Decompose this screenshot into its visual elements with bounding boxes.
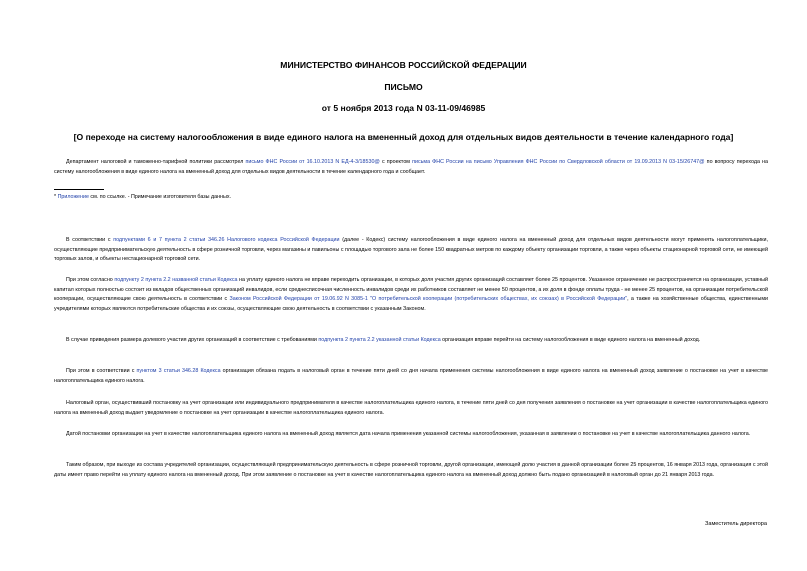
paragraph-text: по вопросу перехода на систему налогообложения в виде единого налога на вмененный доход для отдельных видов деятельности в течение календарного года и сообщает. [54, 159, 768, 175]
paragraph-6 [54, 399, 768, 418]
paragraph-5 [54, 367, 768, 386]
paragraph-text: Датой постановки организации на учет в качестве налогоплательщика единого налога на вмененный доход является дата начала применения указанной системы налогообложения, указанная в заявлении о постановке на учет в качестве налогоплательщика данного налога. [66, 431, 751, 437]
paragraph-8 [54, 461, 768, 480]
paragraph-text: организация вправе перейти на систему налогообложения в виде единого налога на вмененный доход. [440, 337, 701, 343]
footnote-separator [54, 189, 104, 190]
link-tax-code-346-28[interactable]: пунктом 3 статьи 346.28 Кодекса [136, 368, 221, 374]
paragraph-text: на уплату единого налога не вправе переходить организации, в которых доля участия других организаций составляет более 25 процентов. Указанное ограничение не распространяется на организации, уставный капитал которых полностью состоит из вкладов общественных организаций инвалидов, если среднесписочная численность инвалидов среди их работников составляет не менее 50 процентов, а их доля в фонде оплаты труда - не менее 25 процентов, на организации потребительской кооперации, осуществляющие свою деятельность в соответствии с [54, 277, 768, 302]
paragraph-text: , а также на хозяйственные общества, единственными учредителями которых являются потребительские общества и их союзы, осуществляющие свою деятельность в соответствии с указанным Законом. [54, 296, 768, 312]
link-fns-letter[interactable]: письмо ФНС России от 16.10.2013 N ЕД-4-3/18530@ [245, 159, 380, 165]
footnote-text: см. по ссылке. - Примечание изготовителя базы данных. [88, 194, 231, 200]
doc-date-number: от 5 ноября 2013 года N 03-11-09/46985 [321, 103, 486, 113]
paragraph-text: (далее - Кодекс) систему налогообложения в виде единого налога на вмененный доход для отдельных видов деятельности могут применять налогоплательщики, осуществляющие предпринимательскую деятельность в сфере розничной торговли, через магазины и павильоны с площадью торгового зала не более 150 квадратных метров по каждому объекту организации торговли, а также через объекты стационарной торговой сети, не имеющей торговых залов, и объекты нестационарной торговой сети. [54, 237, 768, 262]
link-subparagraph-2-2[interactable]: подпункту 2 пункта 2.2 названной статьи Кодекса [114, 277, 238, 283]
link-appendix[interactable]: Приложение [57, 194, 89, 200]
link-tax-code-346-26[interactable]: подпунктами 6 и 7 пункта 2 статьи 346.26 Налогового кодекса Российской Федерации [113, 237, 340, 243]
link-subparagraph-2-2-req[interactable]: подпункта 2 пункта 2.2 указанной статьи Кодекса [318, 337, 441, 343]
paragraph-text: организация обязана подать в налоговый орган в течение пяти дней со дня начала применения системы налогообложения в виде единого налога на вмененный доход заявление о постановке на учет в качестве налогоплательщика единого налога. [54, 368, 768, 384]
paragraph-4 [54, 336, 768, 346]
paragraph-3 [54, 276, 768, 314]
paragraph-text: В соответствии с [66, 237, 114, 243]
doc-subject: [О переходе на систему налогообложения в виде единого налога на вмененный доход для отдельных видов деятельности в течение календарного года] [73, 132, 734, 142]
paragraph-text: В случае приведения размера долевого участия других организаций в соответствие с требованиями [66, 337, 319, 343]
link-fns-draft-letter[interactable]: письма ФНС России на письмо Управления ФНС России по Свердловской области от 19.09.2013 N 03-15/26747@ [412, 159, 705, 165]
link-law-3085-1[interactable]: Законом Российской Федерации от 19.06.92 N 3085-1 "О потребительской кооперации (потребительских обществах, их союзах) в Российской Федерации" [229, 296, 628, 302]
ministry-title: МИНИСТЕРСТВО ФИНАНСОВ РОССИЙСКОЙ ФЕДЕРАЦИИ [280, 60, 527, 70]
paragraph-7 [54, 430, 768, 440]
paragraph-text: Налоговый орган, осуществивший постановку на учет организации или индивидуального предпринимателя в качестве налогоплательщика единого налога, в течение пяти дней со дня получения заявления о постановке на учет организации в качестве налогоплательщика единого налога на вмененный доход выдает уведомление о постановке на учет организации в качестве налогоплательщика единого налога. [54, 400, 768, 416]
footnote-mark: * [54, 194, 58, 200]
paragraph-1 [54, 158, 768, 177]
doc-type: ПИСЬМО [384, 82, 423, 92]
paragraph-text: Таким образом, при выходе из состава учредителей организации, осуществляющей предпринимательскую деятельность в сфере розничной торговли, другой организации, имеющей долю участия в данной организации более 25 процентов, 16 января 2013 года, организация с этой даты имеет право перейти на уплату единого налога на вмененный доход. При этом заявление о постановке на учет в качестве налогоплательщика единого налога на вмененный доход должно быть подано организацией в налоговый орган до 21 января 2013 года. [54, 462, 768, 478]
paragraph-text: Департамент налоговой и таможенно-тарифной политики рассмотрел [66, 159, 246, 165]
signature-title: Заместитель директора [704, 521, 767, 527]
paragraph-2 [54, 236, 768, 265]
paragraph-text: с проектом [379, 159, 413, 165]
paragraph-text: При этом согласно [66, 277, 115, 283]
paragraph-text: При этом в соответствии с [66, 368, 137, 374]
footnote [54, 193, 768, 202]
